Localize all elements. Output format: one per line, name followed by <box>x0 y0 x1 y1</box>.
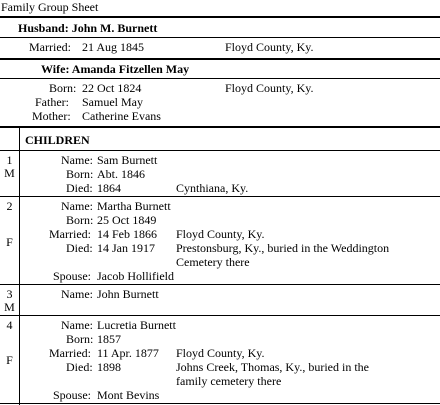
child-number: 4 <box>6 318 13 332</box>
child-spouse: Jacob Hollifield <box>97 269 174 283</box>
child-died-label: Died: <box>66 360 93 374</box>
child-born-label: Born: <box>66 332 94 346</box>
child-married-date: 11 Apr. 1877 <box>97 346 159 360</box>
child-divider <box>0 315 440 316</box>
child-spouse-label: Spouse: <box>53 388 92 402</box>
child-died-place-line1: Johns Creek, Thomas, Ky., buried in the <box>176 360 369 374</box>
title-divider <box>0 16 440 18</box>
husband-married-label: Married: <box>29 40 71 54</box>
children-heading-divider <box>0 150 440 151</box>
child-name: John Burnett <box>97 287 159 301</box>
wife-born-date: 22 Oct 1824 <box>82 81 142 95</box>
wife-divider <box>0 78 440 79</box>
husband-married-place: Floyd County, Ky. <box>225 40 314 54</box>
child-divider <box>0 196 440 197</box>
child-number: 2 <box>6 199 13 213</box>
child-name-label: Name: <box>61 287 93 301</box>
child-sex: F <box>6 353 13 367</box>
child-divider <box>0 284 440 285</box>
husband-heading: Husband: John M. Burnett <box>18 21 158 35</box>
wife-mother: Catherine Evans <box>82 109 161 123</box>
child-born-date: 25 Oct 1849 <box>97 213 157 227</box>
child-name-label: Name: <box>61 318 93 332</box>
sheet-bottom-border <box>0 403 440 404</box>
child-spouse-label: Spouse: <box>53 269 92 283</box>
child-died-date: 14 Jan 1917 <box>97 241 155 255</box>
child-married-place: Floyd County, Ky. <box>176 227 265 241</box>
wife-born-label: Born: <box>49 81 77 95</box>
child-born-date: 1857 <box>97 332 121 346</box>
child-died-label: Died: <box>66 241 93 255</box>
child-sex: F <box>6 235 13 249</box>
children-top-divider <box>0 126 440 128</box>
children-heading: CHILDREN <box>25 133 90 147</box>
child-number: 1 <box>6 153 13 167</box>
sheet-title: Family Group Sheet <box>1 0 99 14</box>
wife-top-divider <box>0 58 440 60</box>
child-married-label: Married: <box>49 227 91 241</box>
child-sex: M <box>4 300 15 314</box>
child-sex: M <box>4 166 15 180</box>
child-died-date: 1898 <box>97 360 121 374</box>
child-married-label: Married: <box>49 346 91 360</box>
child-born-label: Born: <box>66 167 94 181</box>
child-died-place-line2: Cemetery there <box>176 255 250 269</box>
wife-father-label: Father: <box>35 95 69 109</box>
child-spouse: Mont Bevins <box>97 388 160 402</box>
husband-divider <box>0 37 440 38</box>
child-died-place-line1: Prestonsburg, Ky., buried in the Weddington <box>176 241 390 255</box>
child-number: 3 <box>6 287 13 301</box>
child-married-place: Floyd County, Ky. <box>176 346 265 360</box>
wife-mother-label: Mother: <box>32 109 71 123</box>
child-born-date: Abt. 1846 <box>97 167 145 181</box>
wife-heading: Wife: Amanda Fitzellen May <box>41 62 190 76</box>
child-died-date: 1864 <box>97 181 121 195</box>
child-name-label: Name: <box>61 153 93 167</box>
wife-father: Samuel May <box>82 95 143 109</box>
child-died-place-line2: family cemetery there <box>176 374 282 388</box>
husband-married-date: 21 Aug 1845 <box>82 40 145 54</box>
child-married-date: 14 Feb 1866 <box>97 227 157 241</box>
child-name: Sam Burnett <box>97 153 158 167</box>
child-name: Martha Burnett <box>97 199 171 213</box>
child-name-label: Name: <box>61 199 93 213</box>
child-born-label: Born: <box>66 213 94 227</box>
child-died-label: Died: <box>66 181 93 195</box>
wife-born-place: Floyd County, Ky. <box>225 81 314 95</box>
child-died-place: Cynthiana, Ky. <box>176 181 249 195</box>
children-column-divider <box>19 128 20 405</box>
child-name: Lucretia Burnett <box>97 318 176 332</box>
